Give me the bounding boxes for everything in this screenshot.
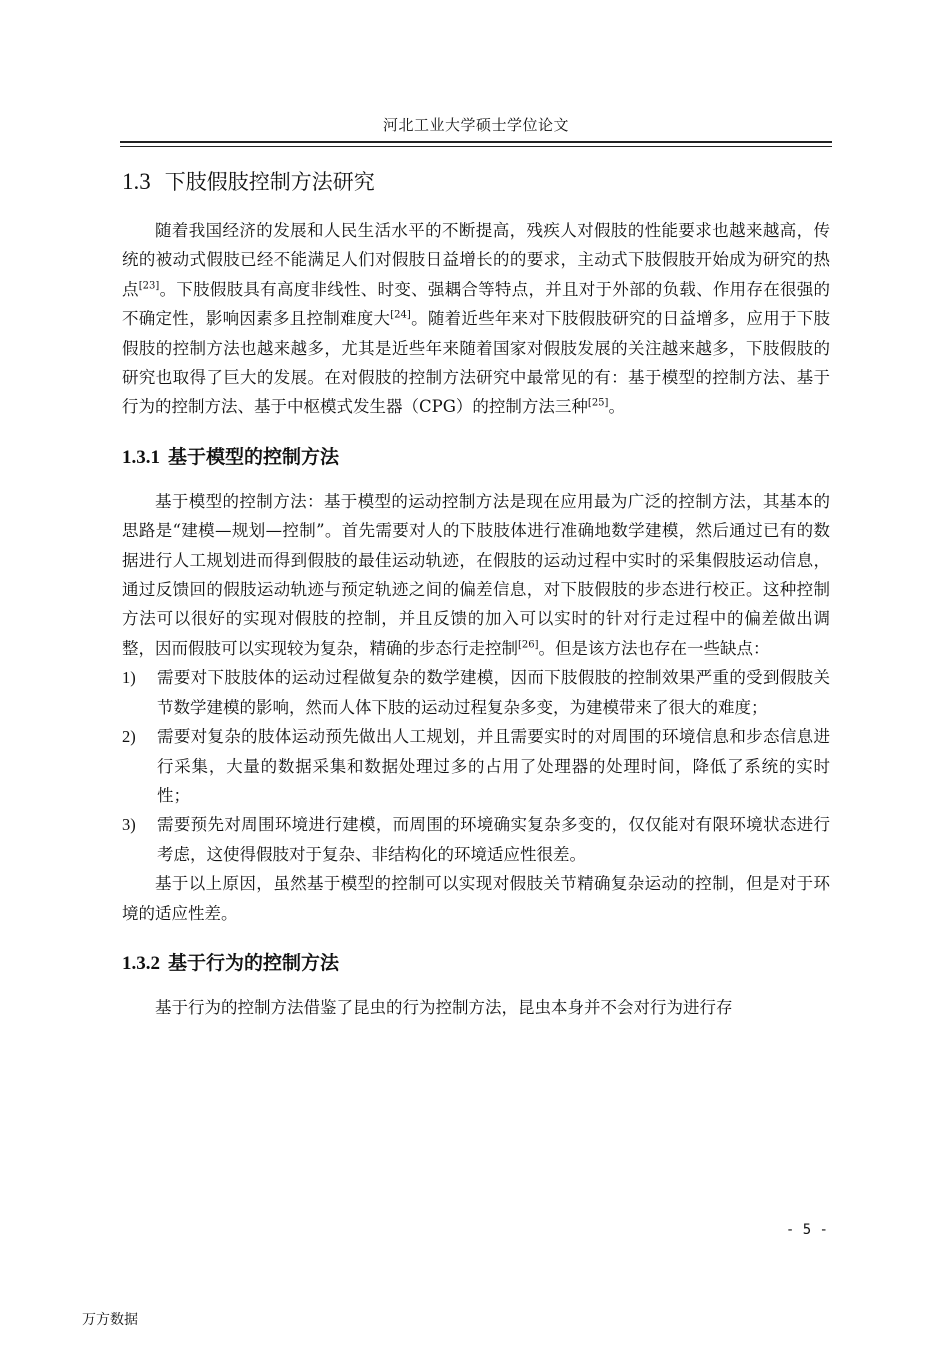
paragraph-conclusion: 基于以上原因，虽然基于模型的控制可以实现对假肢关节精确复杂运动的控制，但是对于环境的适应性差。 [122,874,830,923]
list-item [122,722,830,810]
subsection-title: 基于行为的控制方法 [168,951,340,974]
citation[interactable]: [25] [587,397,609,409]
paragraph-intro [122,216,830,422]
text-run: 。下肢假肢具有高度非线性、时变、强耦合等特点，并且对于外部的负载、作用存在很强的不确定性，影响因素多且控制难度大 [122,279,831,329]
section-number: 1.3 [122,169,151,194]
subsection-title: 基于模型的控制方法 [168,445,340,468]
list-marker: 1) [122,668,136,688]
text-run: 。随着近些年来对下肢假肢研究的日益增多，应用于下肢假肢的控制方法也越来越多，尤其是近些年来随着国家对假肢发展的关注越来越多，下肢假肢的研究也取得了巨大的发展。在对假肢的控制方法研究中最常见的有：基于模型的控制方法、基于行为的控制方法、基于中枢模式发生器（CPG）的控制方法三种 [122,309,831,417]
text-run: 基于模型的控制方法：基于模型的运动控制方法是现在应用最为广泛的控制方法，其基本的思路是“建模—规划—控制”。首先需要对人的下肢肢体进行准确地数学建模，然后通过已有的数据进行人工规划进而得到假肢的最佳运动轨迹，在假肢的运动过程中实时的采集假肢运动信息，通过反馈回的假肢运动轨迹与预定轨迹之间的偏差信息，对下肢假肢的步态进行校正。这种控制方法可以很好的实现对假肢的控制，并且反馈的加入可以实时的针对行走过程中的偏差做出调整，因而假肢可以实现较为复杂，精确的步态行走控制 [122,491,830,658]
list-marker: 3) [122,815,136,835]
citation[interactable]: [23] [138,280,160,292]
text-run: 。 [608,397,625,417]
running-header: 河北工业大学硕士学位论文 [382,116,569,134]
section-title: 下肢假肢控制方法研究 [164,170,375,194]
section-heading [122,160,830,204]
text-run: 随着我国经济的发展和人民生活水平的不断提高，残疾人对假肢的性能要求也越来越高，传统的被动式假肢已经不能满足人们对假肢日益增长的的要求，主动式下肢假肢开始成为研究的热点 [122,221,830,299]
list-item [122,663,830,722]
list-item-text: 需要预先对周围环境进行建模，而周围的环境确实复杂多变的，仅仅能对有限环境状态进行考虑，这使得假肢对于复杂、非结构化的环境适应性很差。 [157,815,830,864]
subsection-heading-1 [122,442,830,473]
subsection-number: 1.3.2 [122,952,160,974]
footer-watermark: 万方数据 [82,1312,138,1328]
text-run: 。但是该方法也存在一些缺点： [538,638,770,658]
header-rule-thick [120,141,832,143]
list-marker: 2) [122,727,136,747]
subsection-number: 1.3.1 [122,446,160,468]
drawback-list [122,663,830,869]
paragraph-model-method [122,487,830,663]
page-number: - 5 - [785,1222,828,1238]
citation[interactable]: [26] [518,639,539,651]
page-body [122,160,830,1022]
subsection-heading-2 [122,948,830,979]
list-item-text: 需要对复杂的肢体运动预先做出人工规划，并且需要实时的对周围的环境信息和步态信息进行采集，大量的数据采集和数据处理过多的占用了处理器的处理时间，降低了系统的实时性； [157,727,830,805]
paragraph-behavior-method: 基于行为的控制方法借鉴了昆虫的行为控制方法，昆虫本身并不会对行为进行存 [155,997,733,1017]
citation[interactable]: [24] [390,309,411,321]
list-item-text: 需要对下肢肢体的运动过程做复杂的数学建模，因而下肢假肢的控制效果严重的受到假肢关节数学建模的影响，然而人体下肢的运动过程复杂多变，为建模带来了很大的难度； [157,668,830,717]
list-item [122,810,830,869]
header-rule-thin [120,146,832,147]
